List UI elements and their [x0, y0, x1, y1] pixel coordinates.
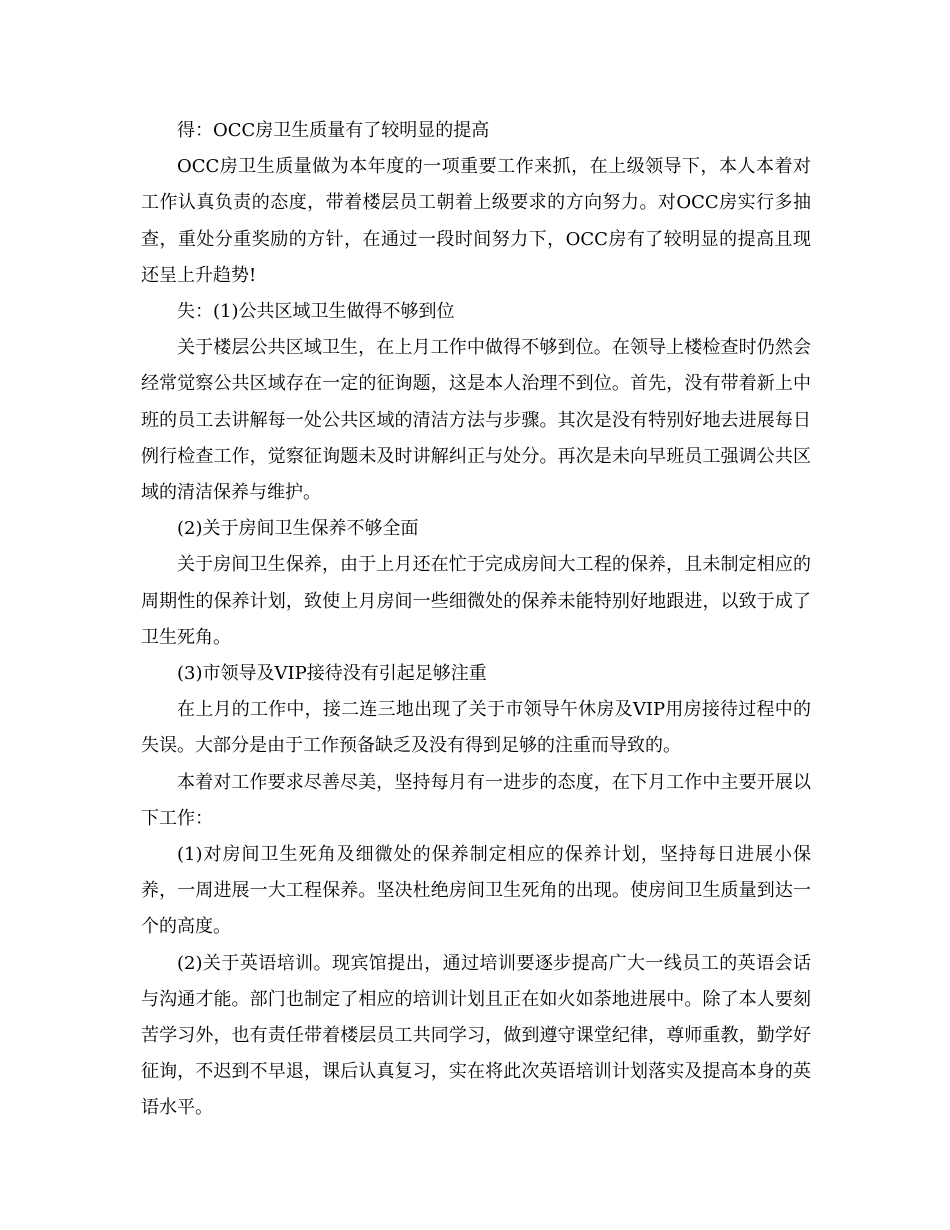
paragraph-plan-item-2: (2)关于英语培训。现宾馆提出，通过培训要逐步提高广大一线员工的英语会话与沟通才能。部门也制定了相应的培训计划且正在如火如荼地进展中。除了本人要刻苦学习外，也有责任带着楼层员工共同学习，做到遵守课堂纪律，尊师重教，勤学好征询，不迟到不早退，课后认真复习，实在将此次英语培训计划落实及提高本身的英语水平。	[141, 952, 811, 1119]
paragraph-room-maintenance-heading: (2)关于房间卫生保养不够全面	[177, 518, 419, 540]
paragraph-next-month-intro: 本着对工作要求尽善尽美，坚持每月有一进步的态度，在下月工作中主要开展以下工作：	[141, 771, 811, 829]
paragraph-plan-item-1: (1)对房间卫生死角及细微处的保养制定相应的保养计划，坚持每日进展小保养，一周进展一大工程保养。坚决杜绝房间卫生死角的出现。使房间卫生质量到达一个的高度。	[141, 844, 811, 938]
paragraph-loss-heading: 失：(1)公共区域卫生做得不够到位	[177, 301, 455, 323]
document-body	[141, 113, 811, 1127]
paragraph-occ-quality: OCC房卫生质量做为本年度的一项重要工作来抓，在上级领导下，本人本着对工作认真负责的态度，带着楼层员工朝着上级要求的方向努力。对OCC房实行多抽查，重处分重奖励的方针，在通过一段时间努力下，OCC房有了较明显的提高且现还呈上升趋势!	[141, 156, 811, 286]
paragraph-public-area: 关于楼层公共区域卫生，在上月工作中做得不够到位。在领导上楼检查时仍然会经常觉察公共区域存在一定的征询题，这是本人治理不到位。首先，没有带着新上中班的员工去讲解每一处公共区域的清洁方法与步骤。其次是没有特别好地去进展每日例行检查工作，觉察征询题未及时讲解纠正与处分。再次是未向早班员工强调公共区域的清洁保养与维护。	[141, 337, 811, 504]
paragraph-room-maintenance: 关于房间卫生保养，由于上月还在忙于完成房间大工程的保养，且未制定相应的周期性的保养计划，致使上月房间一些细微处的保养未能特别好地跟进，以致于成了卫生死角。	[141, 554, 811, 648]
paragraph-gain-heading: 得：OCC房卫生质量有了较明显的提高	[177, 120, 490, 141]
paragraph-vip-reception: 在上月的工作中，接二连三地出现了关于市领导午休房及VIP用房接待过程中的失误。大部分是由于工作预备缺乏及没有得到足够的注重而导致的。	[141, 699, 811, 757]
paragraph-vip-heading: (3)市领导及VIP接待没有引起足够注重	[177, 663, 487, 685]
